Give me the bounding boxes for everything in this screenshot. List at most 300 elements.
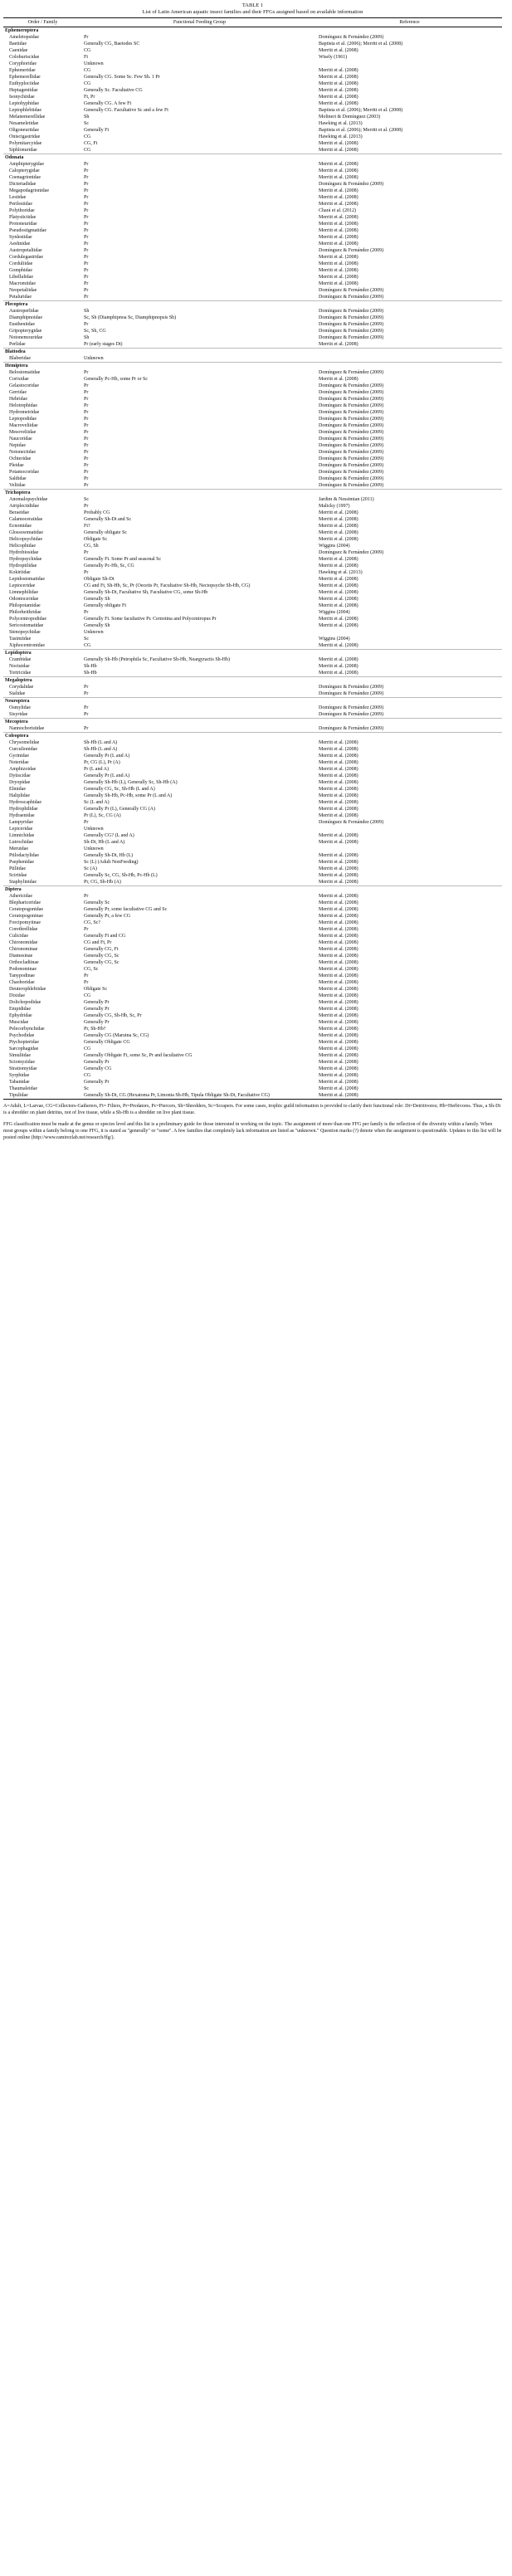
ffg-cell: Obligate Sc xyxy=(84,537,108,542)
table-row xyxy=(3,1039,502,1046)
reference-cell: Domínguez & Fernández (2009) xyxy=(319,182,384,187)
table-row xyxy=(3,986,502,993)
table-row xyxy=(3,402,502,409)
family-cell: Helicopsychidae xyxy=(9,537,42,542)
ffg-cell: Sh xyxy=(84,309,90,314)
reference-cell: Merritt et al. (2008) xyxy=(319,617,358,622)
ffg-cell: Generally Sc xyxy=(84,900,110,905)
family-cell: Leptoceridae xyxy=(9,583,36,588)
ffg-cell: Pr xyxy=(84,168,89,173)
table-row xyxy=(3,589,502,596)
table-row xyxy=(3,503,502,510)
ffg-cell: Generally Pr xyxy=(84,1000,110,1005)
reference-cell: Merritt et al. (2008) xyxy=(319,148,358,153)
order-row xyxy=(3,27,502,35)
reference-cell: Merritt et al. (2008) xyxy=(319,188,358,193)
family-cell: Empididae xyxy=(9,1007,31,1012)
family-cell: Austroperlidae xyxy=(9,309,39,314)
table-row xyxy=(3,80,502,87)
reference-cell: Wiggins (2004) xyxy=(319,544,350,549)
family-cell: Nesameletidae xyxy=(9,121,39,126)
ffg-cell: Pr, Sh-Hb? xyxy=(84,1027,106,1032)
reference-cell: Domínguez & Fernández (2009) xyxy=(319,550,384,555)
reference-cell: Domínguez & Fernández (2009) xyxy=(319,483,384,488)
ffg-cell: Generally Pr xyxy=(84,1007,110,1012)
family-cell: Belostomatidae xyxy=(9,370,41,375)
family-cell: Haliplidae xyxy=(9,793,30,798)
family-cell: Gomphidae xyxy=(9,268,32,273)
family-cell: Gripopterygidae xyxy=(9,329,42,334)
reference-cell: Merritt et al. (2008) xyxy=(319,860,358,865)
table-row xyxy=(3,174,502,181)
reference-cell: Merritt et al. (2008) xyxy=(319,927,358,932)
table-row xyxy=(3,999,502,1006)
family-cell: Sialidae xyxy=(9,691,26,696)
reference-cell: Merritt et al. (2008) xyxy=(319,833,358,838)
family-cell: Thaumaleidae xyxy=(9,1086,37,1091)
ffg-cell: Generally Pr xyxy=(84,1060,110,1065)
reference-cell: Merritt et al. (2008) xyxy=(319,780,358,785)
table-row xyxy=(3,812,502,819)
table-row xyxy=(3,34,502,41)
family-cell: Nepidae xyxy=(9,443,26,448)
family-cell: Deuterophlebiidae xyxy=(9,987,46,992)
ffg-cell: Generally Pr, some facultative CG and Sc xyxy=(84,907,168,912)
table-row xyxy=(3,456,502,462)
ffg-cell: Generally Sh xyxy=(84,597,110,602)
table-row xyxy=(3,334,502,341)
ffg-cell: Sh-Hb xyxy=(84,664,97,669)
ffg-cell: Generally Sh-Hb, Pc-Hb, some Pr (L and A) xyxy=(84,793,173,798)
ffg-cell: Pr xyxy=(84,423,89,428)
ffg-cell: Pr xyxy=(84,322,89,327)
ffg-cell: Sh-Hb xyxy=(84,671,97,676)
family-cell: Leptohyphidae xyxy=(9,101,39,106)
table-row xyxy=(3,859,502,866)
table-row xyxy=(3,416,502,422)
ffg-cell: Pr xyxy=(84,195,89,200)
family-cell: Staphylinidae xyxy=(9,880,37,885)
table-row xyxy=(3,396,502,402)
family-cell: Hydropsychidae xyxy=(9,557,42,562)
order-name: Neuroptera xyxy=(3,698,502,705)
reference-cell: Merritt et al. (2008) xyxy=(319,894,358,899)
family-cell: Chrysomelidae xyxy=(9,740,40,745)
family-cell: Xiphocentronidae xyxy=(9,643,45,648)
family-cell: Meruidae xyxy=(9,846,28,851)
ffg-cell: CG xyxy=(84,68,91,73)
reference-cell: Merritt et al. (2008) xyxy=(319,760,358,765)
table-row xyxy=(3,1079,502,1086)
table-row xyxy=(3,274,502,281)
table-row xyxy=(3,261,502,267)
order-name: Diptera xyxy=(3,886,502,894)
family-cell: Limnephilidae xyxy=(9,590,38,595)
family-cell: Eustheniidae xyxy=(9,322,35,327)
ffg-cell: Pr xyxy=(84,437,89,442)
reference-cell: Merritt et al. (2008) xyxy=(319,623,358,628)
reference-cell: Merritt et al. (2008) xyxy=(319,1066,358,1071)
family-cell: Siphlonuridae xyxy=(9,148,37,153)
ffg-cell: Pr xyxy=(84,208,89,213)
ffg-cell: Generally Sh-Dt, CG (Hexatoma Pr, Limonia Sh-Hb, Tipula Obligate Sh-Dt, Facultative CG) xyxy=(82,1092,317,1100)
reference-cell: Domínguez & Fernández (2009) xyxy=(319,410,384,415)
family-cell: Lampyridae xyxy=(9,820,33,825)
table-row xyxy=(3,766,502,773)
table-row xyxy=(3,1046,502,1052)
reference-cell: Merritt et al. (2008) xyxy=(319,524,358,529)
ffg-cell: Unknown xyxy=(84,846,104,851)
ffg-cell: Generally CG, Ft xyxy=(84,947,119,952)
family-cell: Culicidae xyxy=(9,934,28,939)
family-cell: Lepidostomatidae xyxy=(9,577,45,582)
ffg-cell: Obligate Sc xyxy=(84,987,108,992)
reference-cell: Wiggins (2004) xyxy=(319,610,350,615)
reference-cell: Domínguez & Fernández (2009) xyxy=(319,315,384,320)
family-cell: Chaoboridae xyxy=(9,980,35,985)
ffg-cell: Pr xyxy=(84,410,89,415)
table-row xyxy=(3,207,502,214)
reference-cell: Hawking et al. (2013) xyxy=(319,570,363,575)
family-cell: Petaluridae xyxy=(9,295,32,300)
table-row xyxy=(3,321,502,328)
ffg-cell: Pr xyxy=(84,268,89,273)
reference-cell: Merritt et al. (2008) xyxy=(319,773,358,778)
ffg-cell: Generally Pc-Hb, some Pr or Sc xyxy=(84,377,148,382)
reference-cell: Merritt et al. (2008) xyxy=(319,934,358,939)
reference-cell: Domínguez & Fernández (2009) xyxy=(319,437,384,442)
table-row xyxy=(3,656,502,663)
family-cell: Sarcophagidae xyxy=(9,1046,39,1051)
ffg-cell: Ft, Pr xyxy=(84,95,95,100)
reference-cell: Merritt et al. (2008) xyxy=(319,664,358,669)
family-cell: Leptophlebiidae xyxy=(9,108,41,113)
reference-cell: Merritt et al. (2008) xyxy=(319,767,358,772)
reference-cell: Baptista et al. (2006); Merritt et al. (2008) xyxy=(319,41,403,46)
reference-cell: Domínguez & Fernández (2009) xyxy=(319,423,384,428)
table-row xyxy=(3,328,502,334)
table-row xyxy=(3,746,502,753)
ffg-cell: Ft? xyxy=(84,524,90,529)
family-cell: Synlestidae xyxy=(9,235,32,240)
ffg-cell: Pr xyxy=(84,370,89,375)
reference-cell: Hawking et al. (2013) xyxy=(319,121,363,126)
reference-cell: Merritt et al. (2008) xyxy=(319,787,358,792)
table-row xyxy=(3,114,502,120)
reference-cell xyxy=(317,846,502,852)
table-row xyxy=(3,725,502,733)
reference-cell: Domínguez & Fernández (2009) xyxy=(319,685,384,690)
ffg-cell: Generally CG? (L and A) xyxy=(84,833,134,838)
reference-cell: Merritt et al. (2008) xyxy=(319,740,358,745)
table-row xyxy=(3,739,502,746)
ffg-cell: Pr xyxy=(84,973,89,978)
order-name: Trichoptera xyxy=(3,490,502,497)
order-row xyxy=(3,363,502,370)
family-cell: Hydrometridae xyxy=(9,410,40,415)
order-name: Ephemeroptera xyxy=(3,27,502,35)
ffg-cell: CG, Sh xyxy=(84,544,99,549)
family-cell: Dolichopodidae xyxy=(9,1000,41,1005)
reference-cell: Merritt et al. (2008) xyxy=(319,590,358,595)
family-cell: Hydrophilidae xyxy=(9,807,38,812)
table-caption xyxy=(3,2,502,16)
family-cell: Hydroscaphidae xyxy=(9,800,41,805)
reference-cell: Merritt et al. (2008) xyxy=(319,643,358,648)
table-row xyxy=(3,1072,502,1079)
reference-cell: Merritt et al. (2008) xyxy=(319,195,358,200)
family-cell: Scirtidae xyxy=(9,873,27,878)
table-row xyxy=(3,341,502,349)
ffg-cell: Generally Sh-Dt and Sc xyxy=(84,517,132,522)
family-cell: Baetidae xyxy=(9,41,27,46)
table-row xyxy=(3,939,502,946)
reference-cell: Merritt et al. (2008) xyxy=(319,873,358,878)
ffg-cell: Generally CG (Maruina Sc, CG) xyxy=(84,1033,149,1038)
table-row xyxy=(3,966,502,973)
family-cell: Amphizoidae xyxy=(9,767,37,772)
table-row xyxy=(3,247,502,254)
family-cell: Helicophidae xyxy=(9,544,36,549)
reference-cell: Merritt et al. (2008) xyxy=(319,807,358,812)
family-cell: Euthyplociidae xyxy=(9,81,40,86)
family-cell: Syrphidae xyxy=(9,1073,30,1078)
ffg-cell: Pr xyxy=(84,397,89,402)
reference-cell: Merritt et al. (2008) xyxy=(319,242,358,246)
reference-cell: Wiggins (2004) xyxy=(319,637,350,642)
ffg-cell: CG xyxy=(84,81,91,86)
ffg-cell: Pr xyxy=(84,726,89,731)
family-cell: Ptychopteridae xyxy=(9,1040,39,1045)
table-body xyxy=(3,27,502,1100)
table-row xyxy=(3,134,502,140)
family-cell: Pelecorhynchidae xyxy=(9,1027,45,1032)
reference-cell: Merritt et al. (2008) xyxy=(319,564,358,568)
family-cell: Libellulidae xyxy=(9,275,33,280)
family-cell: Chironomidae xyxy=(9,940,38,945)
ffg-cell: Generally obligate Sc xyxy=(84,530,127,535)
reference-cell: Merritt et al. (2008) xyxy=(319,235,358,240)
family-cell: Lepiceridae xyxy=(9,827,33,832)
family-cell: Macroveliidae xyxy=(9,423,38,428)
table-row xyxy=(3,529,502,536)
table-row xyxy=(3,920,502,926)
reference-cell: Merritt et al. (2008) xyxy=(319,261,358,266)
family-cell: Platystictidae xyxy=(9,215,37,220)
table-row xyxy=(3,523,502,529)
family-cell: Stenopsychidae xyxy=(9,630,41,635)
family-cell: Beraeidae xyxy=(9,510,29,515)
ffg-cell: Pr xyxy=(84,476,89,481)
family-cell: Lestidae xyxy=(9,195,27,200)
family-cell: Limnichidae xyxy=(9,833,35,838)
table-row xyxy=(3,409,502,416)
family-cell: Gelastocoridae xyxy=(9,383,39,388)
table-row xyxy=(3,355,502,363)
table-row xyxy=(3,993,502,999)
table-row xyxy=(3,462,502,469)
table-row xyxy=(3,94,502,100)
table-row xyxy=(3,852,502,859)
family-cell: Nannochoristidae xyxy=(9,726,45,731)
family-cell: Philorheithridae xyxy=(9,610,41,615)
reference-cell xyxy=(317,355,502,363)
reference-cell: Merritt et al. (2008) xyxy=(319,954,358,959)
family-cell: Melanemerellidae xyxy=(9,115,46,120)
reference-cell: Merritt et al. (2008) xyxy=(319,813,358,818)
family-cell: Austropetaliidae xyxy=(9,248,42,253)
family-cell: Calamoceratidae xyxy=(9,517,43,522)
reference-cell: Molineri & Domínguez (2003) xyxy=(319,115,381,120)
table-row xyxy=(3,779,502,786)
reference-cell: Merritt et al. (2008) xyxy=(319,973,358,978)
reference-cell: Domínguez & Fernández (2009) xyxy=(319,456,384,461)
family-cell: Tortricidae xyxy=(9,671,32,676)
ffg-cell: Probably CG xyxy=(84,510,110,515)
ffg-cell: Pr xyxy=(84,255,89,260)
ffg-cell: Generally CG. A few Ft xyxy=(84,101,132,106)
family-cell: Crambidae xyxy=(9,657,32,662)
table-row xyxy=(3,826,502,832)
table-row xyxy=(3,214,502,221)
table-row xyxy=(3,383,502,389)
order-row xyxy=(3,301,502,309)
family-cell: Curculionidae xyxy=(9,747,37,752)
table-row xyxy=(3,906,502,913)
table-row xyxy=(3,1092,502,1100)
family-cell: Ephydridae xyxy=(9,1013,32,1018)
table-row xyxy=(3,389,502,396)
ffg-cell: Generally Sh xyxy=(84,623,110,628)
table-row xyxy=(3,315,502,321)
ffg-cell: Pr xyxy=(84,383,89,388)
family-cell: Veliidae xyxy=(9,483,26,488)
ffg-cell: Generally Pc-Hb, Sc, CG xyxy=(84,564,134,568)
table-row xyxy=(3,67,502,74)
ffg-cell: Pr xyxy=(84,430,89,435)
family-cell: Kokiriidae xyxy=(9,570,31,575)
family-cell: Philopotamidae xyxy=(9,603,41,608)
reference-cell: Merritt et al. (2008) xyxy=(319,577,358,582)
reference-cell: Merritt et al. (2008) xyxy=(319,1000,358,1005)
family-cell: Coenagrionidae xyxy=(9,175,41,180)
reference-cell: Merritt et al. (2008) xyxy=(317,1092,502,1100)
reference-cell: Domínguez & Fernández (2009) xyxy=(319,726,384,731)
ffg-cell: Pr xyxy=(84,275,89,280)
order-name: Megaloptera xyxy=(3,677,502,685)
table-row xyxy=(3,422,502,429)
ffg-cell: Sc, Sh, CG xyxy=(84,329,106,334)
family-cell: Aeshnidae xyxy=(9,242,31,246)
ffg-cell: Generally CG, Sh-Hb, Sc, Pr xyxy=(84,1013,142,1018)
table-row xyxy=(3,1086,502,1092)
family-cell: Naucoridae xyxy=(9,437,32,442)
reference-cell: Merritt et al. (2008) xyxy=(319,268,358,273)
reference-cell: Merritt et al. (2008) xyxy=(319,987,358,992)
col-header-ffg: Functional Feeding Group xyxy=(82,18,317,27)
reference-cell: Merritt et al. (2008) xyxy=(319,657,358,662)
table-row xyxy=(3,161,502,168)
ffg-cell: Generally Pr (L and A) xyxy=(84,754,130,759)
ffg-cell: Pr xyxy=(84,610,89,615)
table-row xyxy=(3,369,502,376)
table-row xyxy=(3,194,502,201)
reference-cell: Merritt et al. (2008) xyxy=(319,1020,358,1025)
table-row xyxy=(3,442,502,449)
family-cell: Notonemouridae xyxy=(9,335,43,340)
ffg-cell: Pr xyxy=(84,712,89,717)
ffg-cell: Sc xyxy=(84,121,89,126)
ffg-cell: Pr xyxy=(84,403,89,408)
reference-cell: Domínguez & Fernández (2009) xyxy=(319,383,384,388)
reference-cell: Merritt et al. (2008) xyxy=(319,530,358,535)
table-row xyxy=(3,576,502,583)
reference-cell: Merritt et al. (2008) xyxy=(319,1007,358,1012)
table-row xyxy=(3,603,502,609)
table-row xyxy=(3,839,502,846)
family-cell: Dytiscidae xyxy=(9,773,31,778)
table-row xyxy=(3,168,502,174)
reference-cell: Merritt et al. (2008) xyxy=(319,141,358,146)
reference-cell: Domínguez & Fernández (2009) xyxy=(319,35,384,40)
ffg-cell: Pr xyxy=(84,390,89,395)
ffg-cell: Pr xyxy=(84,288,89,293)
reference-cell: Domínguez & Fernández (2009) xyxy=(319,390,384,395)
ffg-cell: Pr xyxy=(84,570,89,575)
reference-cell: Merritt et al. (2008) xyxy=(319,222,358,227)
family-cell: Amphipterygidae xyxy=(9,162,44,167)
reference-cell: Merritt et al. (2008) xyxy=(319,747,358,752)
ffg-cell: Pr xyxy=(84,820,89,825)
reference-cell: Merritt et al. (2008) xyxy=(319,583,358,588)
classification-note: FFG classification must be made at the genus or species level and this list is a preliminary guide for those interested in working on the topic. The assignment of more than one FFG per family is the reflection of the diversity within a family. When most groups within a family belong to one FFG, it is stated as "generally" or "some". A few families that completely lack information are listed as "unknown." Question marks (?) denote when the assignment is questionable. Updates to this list will be posted online (http://www.ramirezlab.net/research/ffg/). xyxy=(3,1122,502,1140)
ffg-cell: Sc (A) xyxy=(84,866,97,871)
table-row xyxy=(3,642,502,650)
table-row xyxy=(3,609,502,616)
reference-cell: Domínguez & Fernández (2009) xyxy=(319,335,384,340)
reference-cell: Baptista et al. (2006); Merritt et al. (2008) xyxy=(319,128,403,133)
ffg-cell: Generally Sh-Dt, Facultative Sh, Facultative CG, some Sh-Hb xyxy=(84,590,208,595)
ffg-cell: Unknown xyxy=(84,61,104,66)
table-row xyxy=(3,711,502,719)
ffg-cell: Pr xyxy=(84,35,89,40)
reference-cell: Domínguez & Fernández (2009) xyxy=(319,705,384,710)
order-row xyxy=(3,650,502,657)
family-cell: Polycentropodidae xyxy=(9,617,46,622)
table-row xyxy=(3,61,502,67)
table-row xyxy=(3,616,502,622)
family-cell: Cordulegastridae xyxy=(9,255,43,260)
reference-cell: Merritt et al. (2008) xyxy=(319,537,358,542)
table-row xyxy=(3,879,502,886)
reference-cell: Merritt et al. (2008) xyxy=(319,1046,358,1051)
ffg-cell: Generally CG. Facultative Sc and a few Ft xyxy=(84,108,168,113)
order-row xyxy=(3,719,502,726)
ffg-cell: Sc, Sh (Diamphipnoa Sc, Diamphipnopsis Sh) xyxy=(84,315,177,320)
table-row xyxy=(3,959,502,966)
reference-cell: Merritt et al. (2008) xyxy=(319,1033,358,1038)
table-row xyxy=(3,254,502,261)
reference-cell: Domínguez & Fernández (2009) xyxy=(319,691,384,696)
reference-cell: Domínguez & Fernández (2009) xyxy=(319,470,384,475)
ffg-cell: Pr xyxy=(84,691,89,696)
ffg-cell: Pr xyxy=(84,980,89,985)
family-cell: Tanypodinae xyxy=(9,973,35,978)
reference-cell: Domínguez & Fernández (2009) xyxy=(319,450,384,455)
table-row xyxy=(3,376,502,383)
ffg-cell: Pr (L), Sc, CG (A) xyxy=(84,813,121,818)
family-cell: Tipulidae xyxy=(3,1092,82,1100)
